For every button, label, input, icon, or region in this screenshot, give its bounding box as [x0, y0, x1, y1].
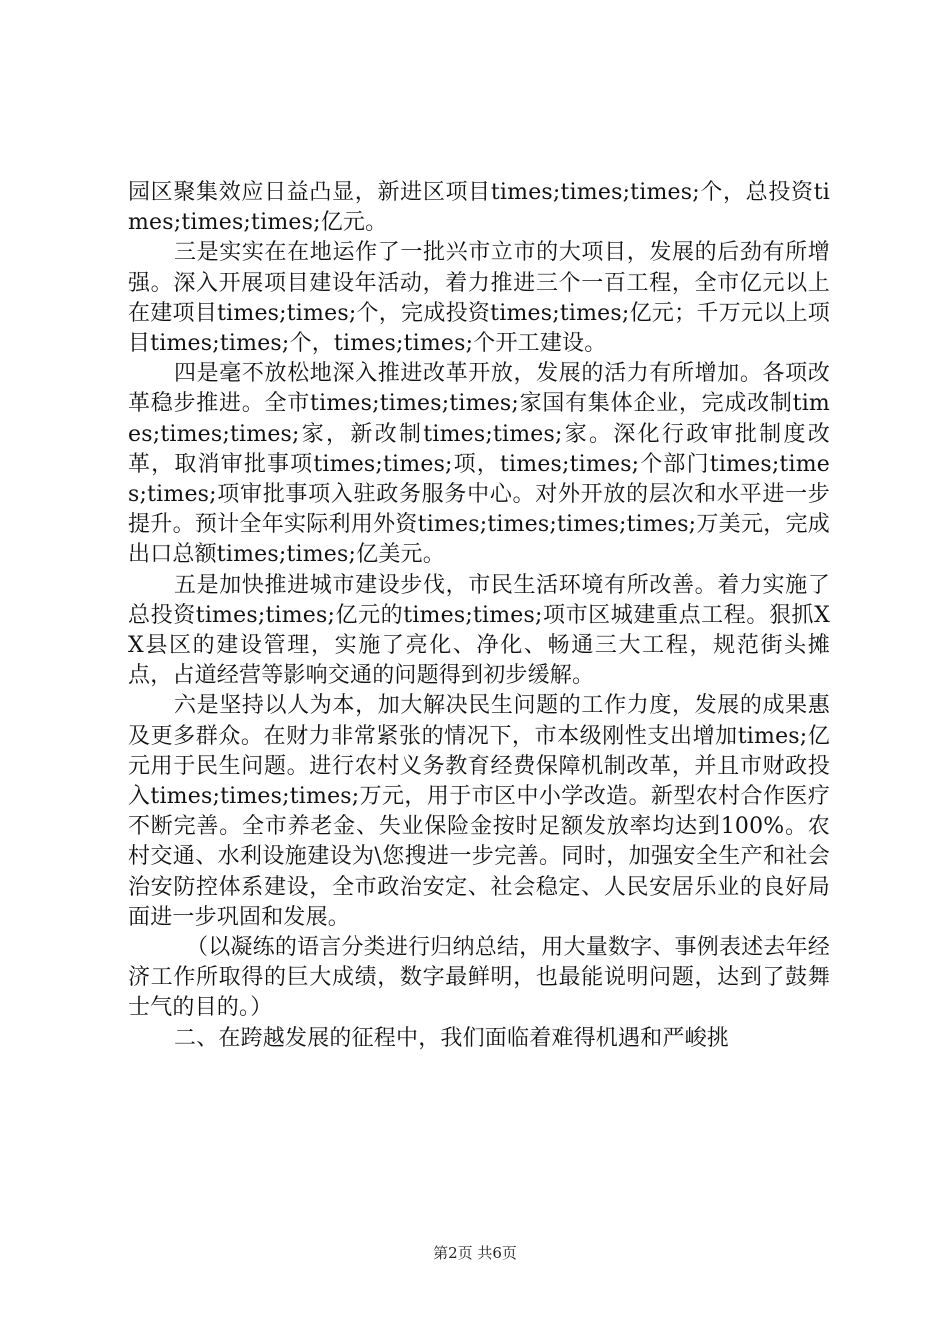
document-body: [128, 178, 830, 1054]
paragraph-continued: 园区聚集效应日益凸显，新进区项目times;times;times;个，总投资times;times;times;亿元。: [128, 180, 830, 236]
paragraph-item-five: 五是加快推进城市建设步伐，市民生活环境有所改善。着力实施了总投资times;times;亿元的times;times;项市区城建重点工程。狠抓XX县区的建设管理，实施了亮化、净化、畅通三大工程，规范街头摊点，占道经营等影响交通的问题得到初步缓解。: [128, 572, 830, 689]
paragraph-editor-note: （以凝练的语言分类进行归纳总结，用大量数字、事例表述去年经济工作所取得的巨大成绩，数字最鲜明，也最能说明问题，达到了鼓舞士气的目的。）: [128, 935, 830, 1021]
paragraph-section-two-heading: 二、在跨越发展的征程中，我们面临着难得机遇和严峻挑: [174, 1025, 730, 1051]
paragraph-item-four: 四是毫不放松地深入推进改革开放，发展的活力有所增加。各项改革稳步推进。全市times;times;times;家国有集体企业，完成改制times;times;times;家，新改制times;times;家。深化行政审批制度改革，取消审批事项times;times;项，times;times;个部门times;times;times;项审批事项入驻政务服务中心。对外开放的层次和水平进一步提升。预计全年实际利用外资times;times;times;times;万美元，完成出口总额times;times;亿美元。: [128, 361, 830, 568]
paragraph-item-six: 六是坚持以人为本，加大解决民生问题的工作力度，发展的成果惠及更多群众。在财力非常紧张的情况下，市本级刚性支出增加times;亿元用于民生问题。进行农村义务教育经费保障机制改革，并且市财政投入times;times;times;万元，用于市区中小学改造。新型农村合作医疗不断完善。全市养老金、失业保险金按时足额发放率均达到100%。农村交通、水利设施建设为\您搜进一步完善。同时，加强安全生产和社会治安防控体系建设，全市政治安定、社会稳定、人民安居乐业的良好局面进一步巩固和发展。: [128, 693, 830, 930]
paragraph-item-three: 三是实实在在地运作了一批兴市立市的大项目，发展的后劲有所增强。深入开展项目建设年活动，着力推进三个一百工程，全市亿元以上在建项目times;times;个，完成投资times;times;亿元；千万元以上项目times;times;个，times;times;个开工建设。: [128, 240, 830, 357]
page-footer: 第2页 共6页: [433, 1244, 517, 1262]
